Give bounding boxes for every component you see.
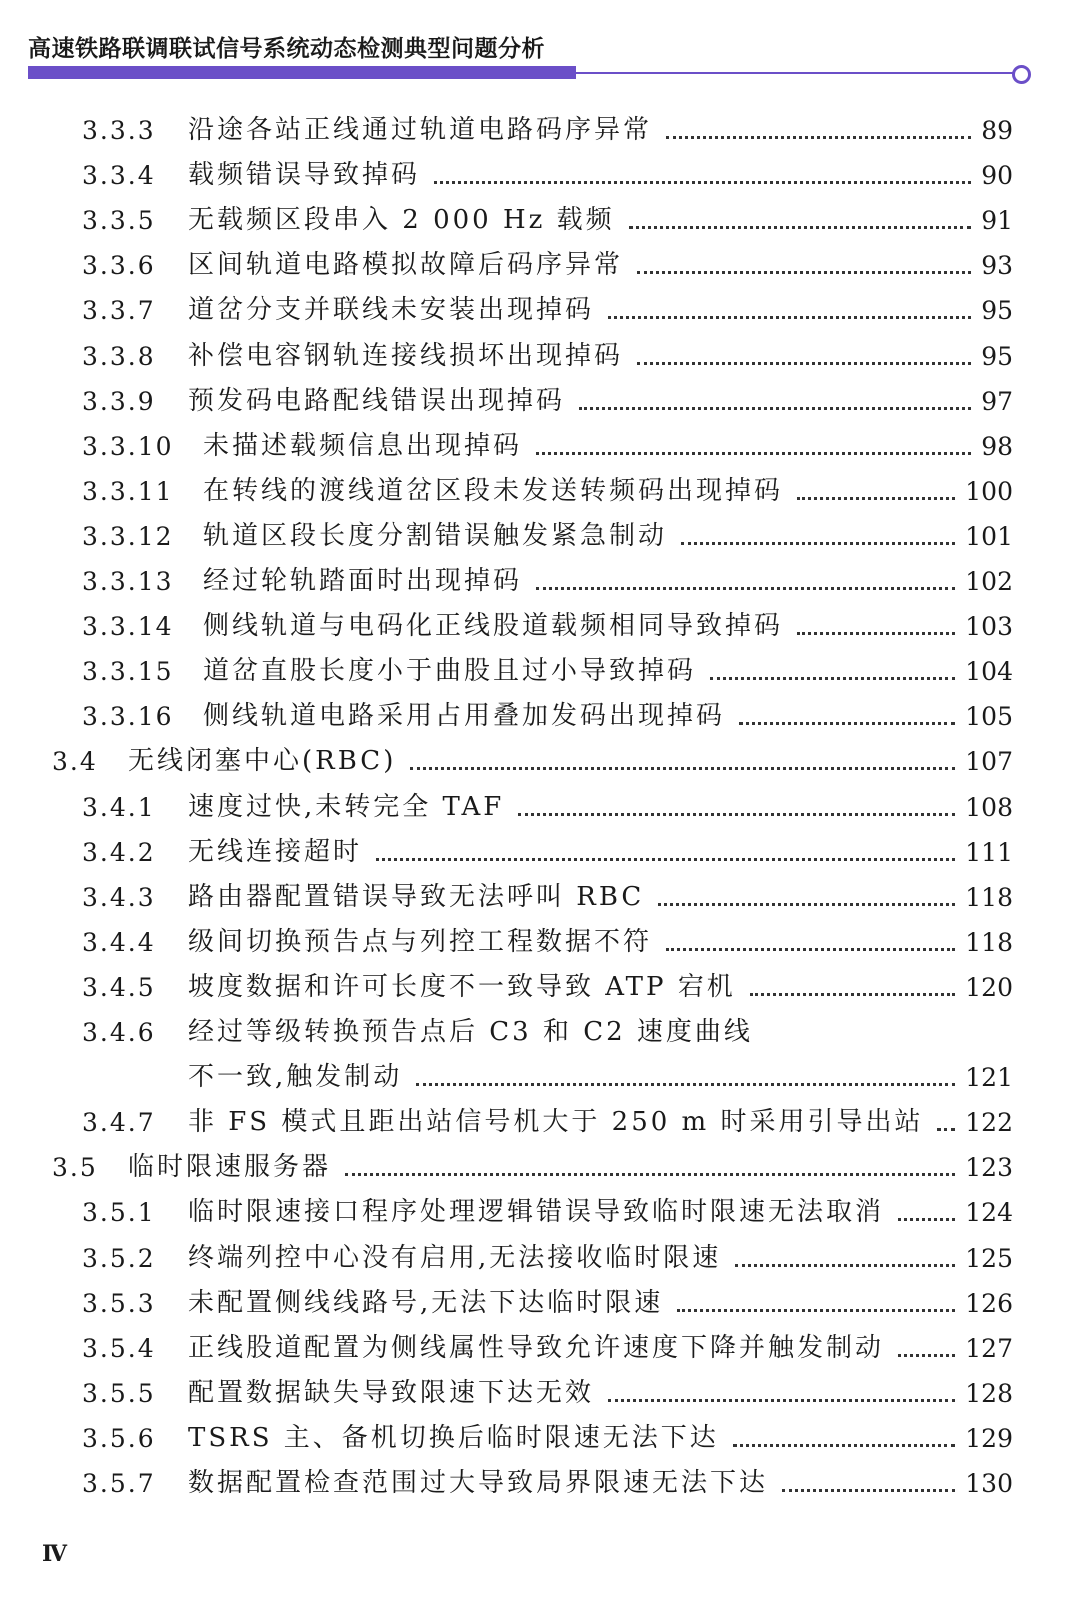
section-number: 3.5.5 [82,1378,156,1408]
section-number: 3.4.2 [82,837,156,867]
toc-entry[interactable] [0,965,1071,1010]
section-title: 预发码电路配线错误出现掉码 [188,385,566,416]
dot-leader [898,1354,955,1357]
dot-leader [416,1083,955,1086]
section-number: 3.4.3 [82,882,156,912]
page-reference: 97 [981,386,1013,416]
toc-entry[interactable] [0,1416,1071,1461]
section-number: 3.3.16 [82,702,174,732]
section-title: 路由器配置错误导致无法呼叫 RBC [188,881,645,912]
page-reference: 129 [965,1423,1013,1453]
section-number: 3.4.1 [82,792,156,822]
section-title: 配置数据缺失导致限速下达无效 [188,1377,595,1408]
section-title: 道岔分支并联线未安装出现掉码 [188,295,595,326]
page-reference: 102 [965,567,1013,596]
page-number: Ⅳ [42,1541,68,1567]
dot-leader [637,362,971,365]
dot-leader [536,587,955,590]
toc-entry[interactable] [0,243,1071,288]
page-reference: 120 [965,972,1013,1002]
toc-entry[interactable] [0,1190,1071,1235]
toc-entry[interactable] [0,514,1071,559]
dot-leader [782,1489,955,1492]
section-number: 3.5.6 [82,1423,156,1453]
section-title: 载频错误导致掉码 [188,160,421,191]
dot-leader [410,767,955,770]
toc-entry[interactable] [0,830,1071,875]
page-reference: 93 [981,251,1013,281]
section-title: 坡度数据和许可长度不一致导致 ATP 宕机 [188,971,736,1002]
section-number: 3.3.5 [82,206,156,236]
dot-leader [797,632,955,635]
dot-leader [518,813,955,816]
section-title: 无线闭塞中心(RBC) [128,746,397,777]
toc-entry[interactable] [0,334,1071,379]
toc-entry[interactable] [0,1236,1071,1281]
page-reference: 111 [965,837,1013,867]
dot-leader [666,948,955,951]
toc-entry[interactable] [0,649,1071,694]
dot-leader [345,1173,955,1176]
toc-entry[interactable] [0,1371,1071,1416]
section-title: 侧线轨道电路采用占用叠加发码出现掉码 [203,701,726,732]
section-title: 经过等级转换预告点后 C3 和 C2 速度曲线 [188,1017,753,1047]
toc-entry[interactable] [0,1100,1071,1145]
page-reference: 127 [965,1333,1013,1363]
toc-entry[interactable] [0,920,1071,965]
dot-leader [579,407,971,410]
section-title: 沿途各站正线通过轨道电路码序异常 [188,115,653,145]
page-reference: 91 [981,206,1013,236]
toc-entry[interactable] [0,1145,1071,1190]
dot-leader [681,542,955,545]
section-title: 正线股道配置为侧线属性导致允许速度下降并触发制动 [188,1332,885,1363]
section-number: 3.5 [52,1153,98,1183]
section-title: 临时限速接口程序处理逻辑错误导致临时限速无法取消 [188,1197,885,1228]
dot-leader [658,903,955,906]
dot-leader [735,1264,955,1267]
dot-leader [637,271,971,274]
page-reference: 95 [981,341,1013,371]
page-reference: 100 [965,476,1013,506]
page-reference: 118 [965,927,1013,957]
section-title: 经过轮轨踏面时出现掉码 [203,566,523,596]
section-title: 在转线的渡线道岔区段未发送转频码出现掉码 [203,475,784,506]
section-number: 3.5.4 [82,1333,156,1363]
dot-leader [937,1128,955,1131]
section-title: 速度过快,未转完全 TAF [188,791,505,822]
section-number: 3.4.5 [82,972,156,1002]
section-number: 3.3.13 [82,567,174,596]
toc-entry[interactable] [0,108,1071,153]
section-title: 区间轨道电路模拟故障后码序异常 [188,250,624,281]
section-title: 临时限速服务器 [128,1152,332,1183]
toc-entry[interactable] [0,288,1071,333]
section-title: 终端列控中心没有启用,无法接收临时限速 [188,1242,722,1273]
page-reference: 126 [965,1288,1013,1318]
section-number: 3.3.9 [82,386,156,416]
dot-leader [434,181,971,184]
dot-leader [677,1309,955,1312]
toc-entry[interactable] [0,1281,1071,1326]
dot-leader [608,316,971,319]
page-reference: 125 [965,1243,1013,1273]
toc-entry[interactable] [0,1461,1071,1506]
section-number: 3.3.14 [82,612,174,642]
page-reference: 121 [965,1063,1013,1093]
toc-entry[interactable] [0,379,1071,424]
dot-leader [629,226,972,229]
dot-leader [376,858,955,861]
section-number: 3.5.2 [82,1243,156,1273]
page-reference: 101 [965,521,1013,551]
page-reference: 123 [965,1153,1013,1183]
section-title: 未描述载频信息出现掉码 [203,430,523,461]
section-title: 轨道区段长度分割错误触发紧急制动 [203,520,668,551]
dot-leader [536,452,971,455]
section-title: 未配置侧线线路号,无法下达临时限速 [188,1287,664,1318]
dot-leader [710,677,955,680]
section-number: 3.4.6 [82,1018,156,1047]
section-title: TSRS 主、备机切换后临时限速无法下达 [188,1422,719,1453]
toc-entry[interactable] [0,739,1071,784]
section-title: 补偿电容钢轨连接线损坏出现掉码 [188,340,624,371]
dot-leader [608,1399,955,1402]
section-number: 3.5.3 [82,1288,156,1318]
page-reference: 122 [965,1108,1013,1138]
toc-entry[interactable] [0,1010,1071,1055]
section-number: 3.3.10 [82,431,174,461]
section-number: 3.4.4 [82,927,156,957]
section-title: 道岔直股长度小于曲股且过小导致掉码 [203,656,697,687]
section-number: 3.3.3 [82,116,156,145]
page-reference: 103 [965,612,1013,642]
section-title: 无载频区段串入 2 000 Hz 载频 [188,205,615,236]
page-reference: 118 [965,882,1013,912]
running-header [28,22,1038,80]
section-number: 3.3.11 [82,476,174,506]
toc-entry[interactable] [0,469,1071,514]
section-title: 非 FS 模式且距出站信号机大于 250 m 时采用引导出站 [188,1107,924,1138]
section-number: 3.3.4 [82,161,156,191]
toc-entry[interactable] [0,559,1071,604]
dot-leader [898,1218,955,1221]
section-number: 3.3.6 [82,251,156,281]
page-reference: 90 [981,161,1013,191]
toc-entry[interactable] [0,875,1071,920]
section-title: 侧线轨道与电码化正线股道载频相同导致掉码 [203,611,784,642]
header-accent-bar [28,66,576,79]
section-title: 级间切换预告点与列控工程数据不符 [188,926,653,957]
section-title: 无线连接超时 [188,836,363,867]
section-title: 不一致,触发制动 [188,1062,403,1093]
toc-entry[interactable] [0,785,1071,830]
section-number: 3.5.1 [82,1198,156,1228]
page-reference: 98 [981,431,1013,461]
dot-leader [666,136,971,139]
dot-leader [739,722,955,725]
section-number: 3.3.12 [82,521,174,551]
toc-entry[interactable] [0,198,1071,243]
section-number: 3.4 [52,747,98,777]
page-reference: 95 [981,296,1013,326]
toc-entry[interactable] [0,1055,1071,1100]
page-reference: 108 [965,792,1013,822]
page-reference: 89 [981,116,1013,145]
section-number: 3.5.7 [82,1469,156,1498]
page-reference: 105 [965,702,1013,732]
circle-ornament-icon [1012,65,1031,84]
toc-entry[interactable] [0,694,1071,739]
page-reference: 130 [965,1469,1013,1498]
toc-entry[interactable] [0,604,1071,649]
page-reference: 104 [965,657,1013,687]
page-reference: 107 [965,747,1013,777]
book-title: 高速铁路联调联试信号系统动态检测典型问题分析 [28,36,545,62]
page-reference: 124 [965,1198,1013,1228]
dot-leader [733,1444,955,1447]
section-number: 3.3.8 [82,341,156,371]
dot-leader [750,993,956,996]
header-rule [576,72,1014,74]
section-title: 数据配置检查范围过大导致局界限速无法下达 [188,1468,769,1498]
section-number: 3.3.7 [82,296,156,326]
section-number: 3.4.7 [82,1108,156,1138]
dot-leader [797,497,955,500]
section-number: 3.3.15 [82,657,174,687]
page-reference: 128 [965,1378,1013,1408]
toc-entry[interactable] [0,1326,1071,1371]
toc-entry[interactable] [0,153,1071,198]
toc-entry[interactable] [0,424,1071,469]
